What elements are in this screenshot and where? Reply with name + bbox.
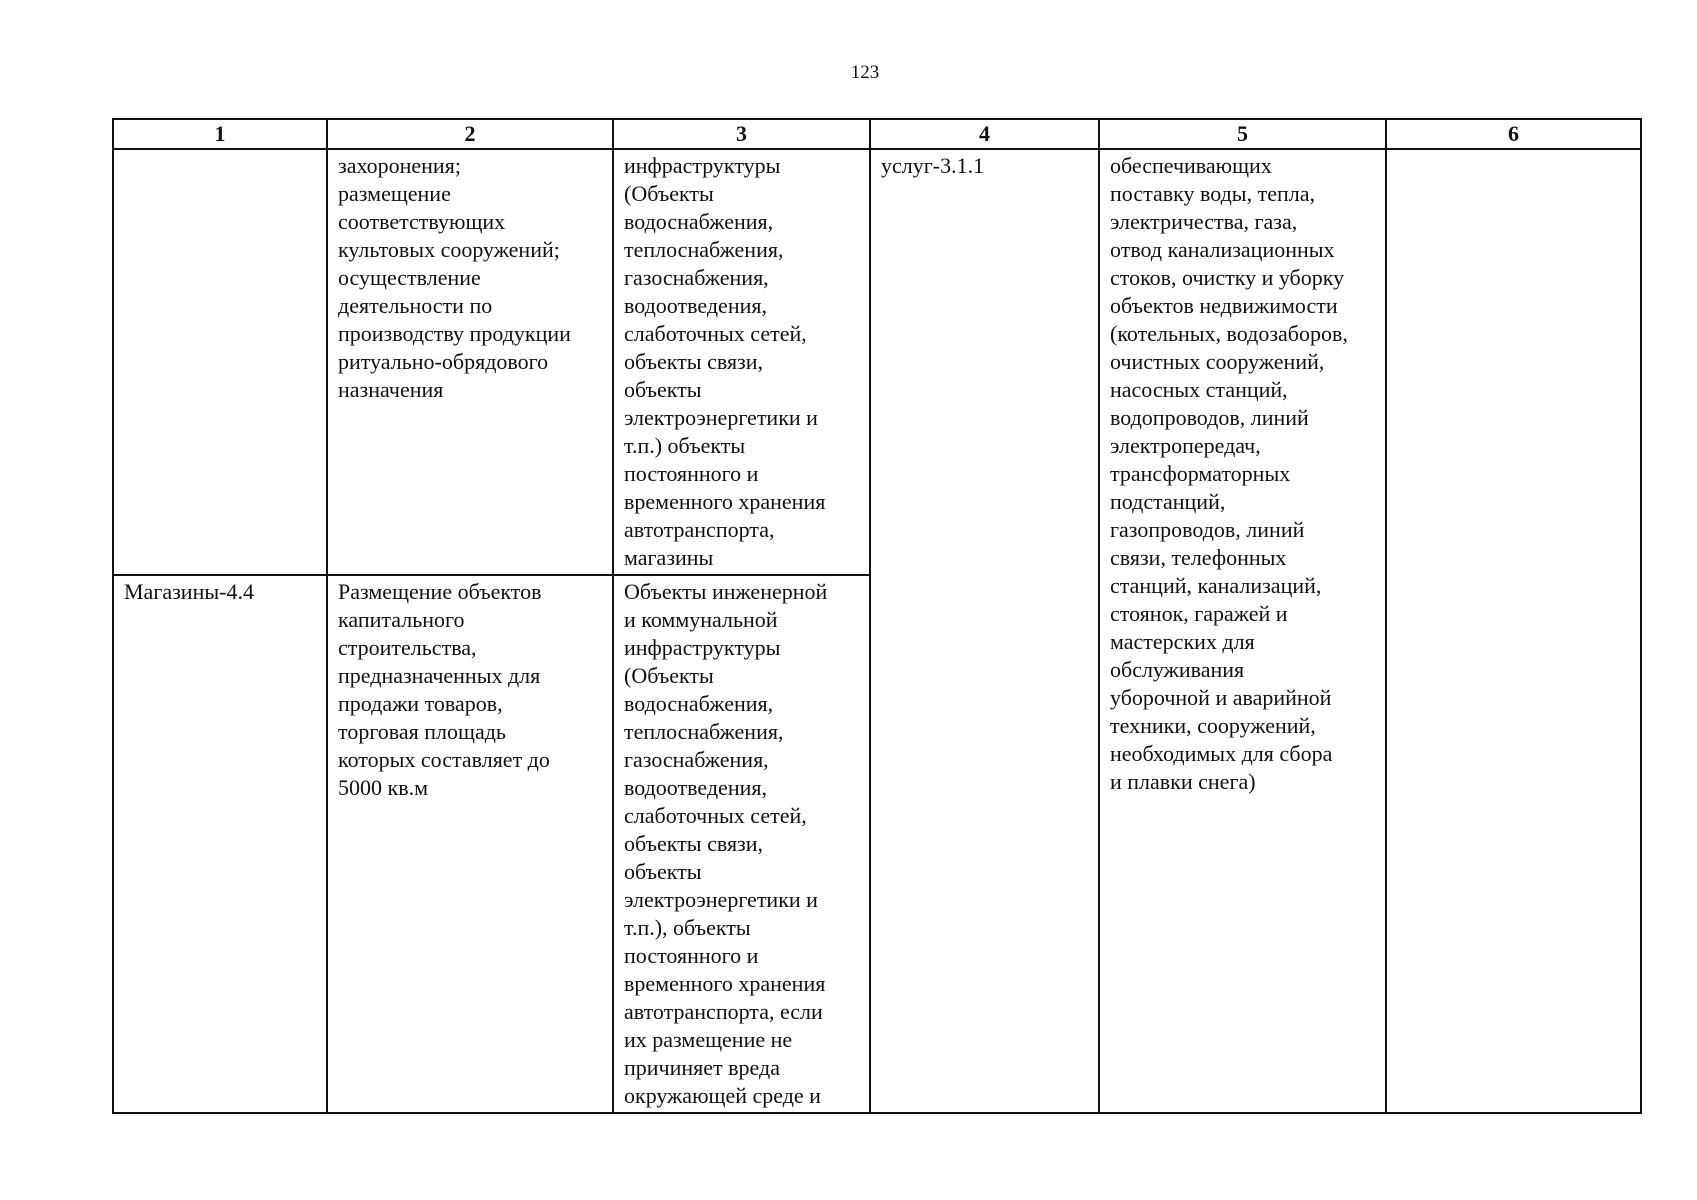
cell-conditional-uses <box>870 149 1099 1113</box>
cell-text: Объекты инженерной и коммунальной инфраструктуры (Объекты водоснабжения, теплоснабжения, газоснабжения, водоотведения, слаботочных сетей, объекты связи, объекты электроэнергетики и т.п.), объекты постоянного и временного хранения автотранспорта, если их размещение не причиняет вреда окружающей среде и <box>624 579 828 1108</box>
cell-text: обеспечивающих поставку воды, тепла, электричества, газа, отвод канализационных стоков, очистку и уборку объектов недвижимости (котельных, водозаборов, очистных сооружений, насосных станций, водопроводов, линий электропередач, трансформаторных подстанций, газопроводов, линий связи, телефонных станций, канализаций, стоянок, гаражей и мастерских для обслуживания уборочной и аварийной техники, сооружений, необходимых для сбора и плавки снега) <box>1110 153 1348 794</box>
cell-use-type <box>113 149 327 575</box>
table-row <box>113 149 1641 575</box>
column-header-2: 2 <box>327 119 613 149</box>
document-table <box>112 118 1642 1114</box>
column-header-4: 4 <box>870 119 1099 149</box>
cell-text: Магазины-4.4 <box>124 579 254 604</box>
cell-conditional-description <box>1099 149 1386 1113</box>
cell-column-6 <box>1386 149 1641 1113</box>
cell-text: захоронения; размещение соответствующих культовых сооружений; осуществление деятельности по производству продукции ритуально-обрядового назначения <box>338 153 571 402</box>
cell-text: инфраструктуры (Объекты водоснабжения, теплоснабжения, газоснабжения, водоотведения, слаботочных сетей, объекты связи, объекты электроэнергетики и т.п.) объекты постоянного и временного хранения автотранспорта, магазины <box>624 153 826 570</box>
cell-text: услуг-3.1.1 <box>881 153 985 178</box>
cell-description <box>327 149 613 575</box>
table-header-row <box>113 119 1641 149</box>
cell-use-type <box>113 575 327 1113</box>
column-header-5: 5 <box>1099 119 1386 149</box>
column-header-3: 3 <box>613 119 870 149</box>
column-header-1: 1 <box>113 119 327 149</box>
cell-text: Размещение объектов капитального строительства, предназначенных для продажи товаров, торговая площадь которых составляет до 5000 кв.м <box>338 579 550 800</box>
column-header-6: 6 <box>1386 119 1641 149</box>
page-number: 123 <box>850 62 880 83</box>
cell-description <box>327 575 613 1113</box>
cell-auxiliary-uses <box>613 575 870 1113</box>
cell-auxiliary-uses <box>613 149 870 575</box>
